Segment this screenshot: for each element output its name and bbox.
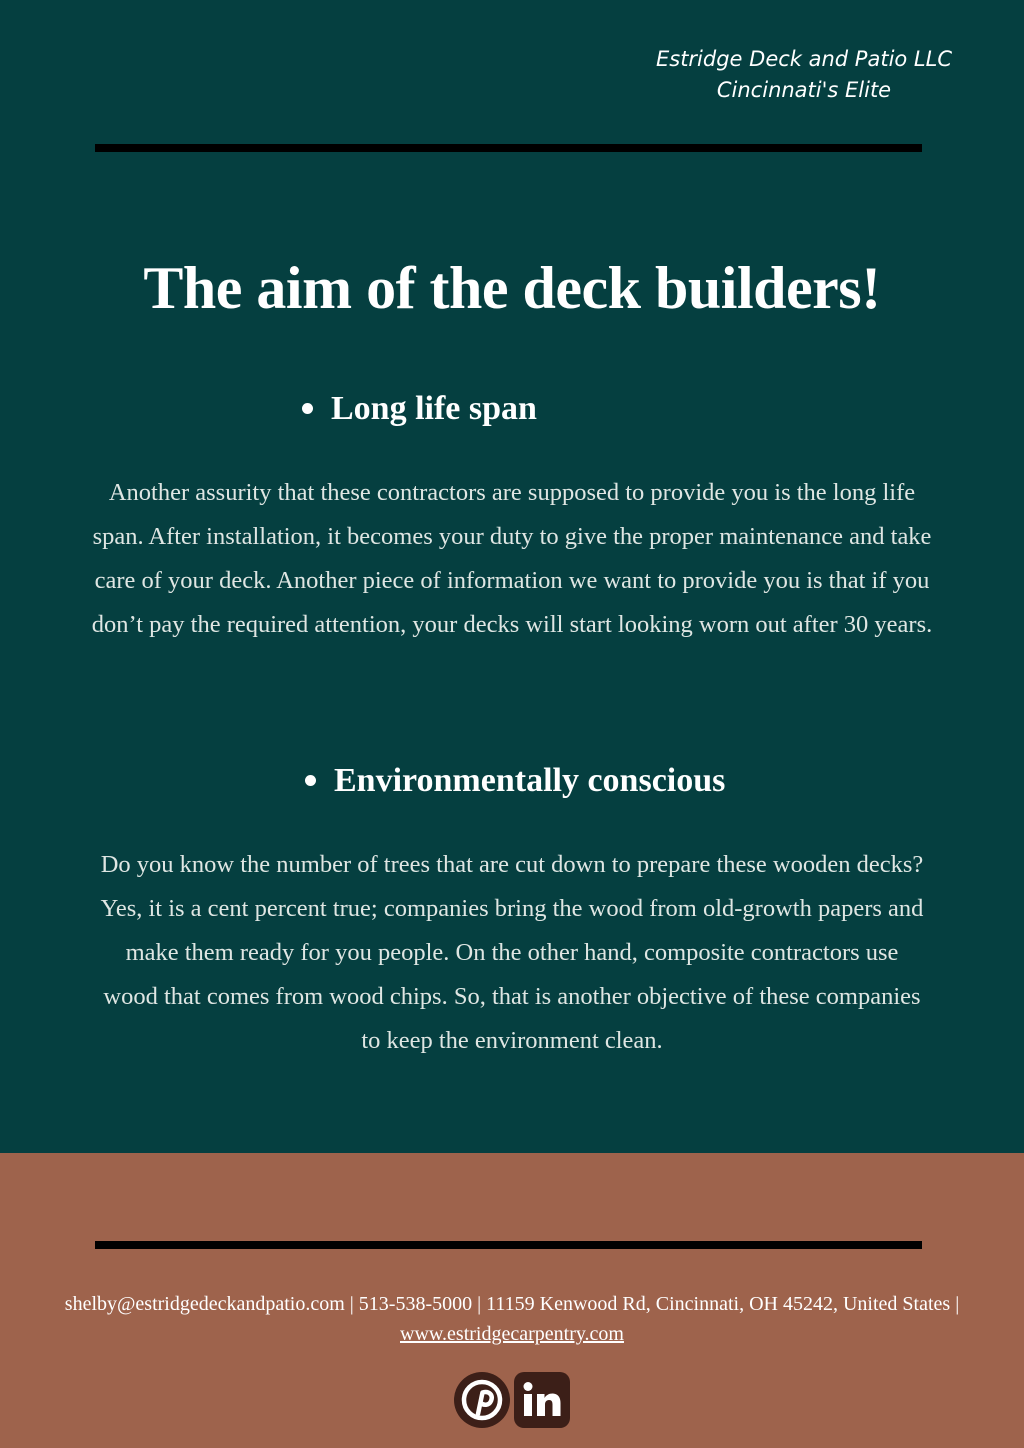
bottom-divider [95, 1241, 922, 1249]
section-heading-environment [305, 761, 725, 801]
contact-address: 11159 Kenwood Rd, Cincinnati, OH 45242, United States [486, 1293, 951, 1315]
section-body-environment: Do you know the number of trees that are cut down to prepare these wooden decks? Yes, it is a cent percent true; companies bring the wood from old-growth papers and make them ready for you people. On the other hand, composite contractors use wood that comes from wood chips. So, that is another objective of these companies to keep the environment clean. [100, 851, 924, 1054]
brand-name: Estridge Deck and Patio LLC [655, 47, 952, 71]
website-link[interactable]: www.estridgecarpentry.com [400, 1323, 624, 1345]
separator: | [950, 1293, 960, 1315]
linkedin-icon[interactable] [514, 1372, 570, 1428]
bullet-icon [302, 403, 313, 414]
section-heading-label: Environmentally conscious [334, 762, 726, 799]
social-links [454, 1372, 570, 1428]
section-heading-label: Long life span [331, 390, 537, 427]
section-heading-long-life [302, 389, 537, 429]
separator: | [472, 1293, 487, 1315]
contact-email[interactable]: shelby@estridgedeckandpatio.com [64, 1293, 345, 1315]
contact-line [0, 1289, 1024, 1319]
contact-info [0, 1289, 1024, 1349]
page-title: The aim of the deck builders! [143, 255, 881, 321]
contact-phone[interactable]: 513-538-5000 [358, 1293, 473, 1315]
brand-tagline: Cincinnati's Elite [716, 78, 892, 102]
separator: | [344, 1293, 359, 1315]
bullet-icon [305, 775, 316, 786]
brand-block [644, 44, 964, 106]
top-divider [95, 144, 922, 152]
pinterest-icon[interactable] [454, 1372, 510, 1428]
section-body-long-life: Another assurity that these contractors are supposed to provide you is the long life span. After installation, it becomes your duty to give the proper maintenance and take care of your deck. Another piece of information we want to provide you is that if you don’t pay the required attention, your decks will start looking worn out after 30 years. [91, 479, 933, 638]
